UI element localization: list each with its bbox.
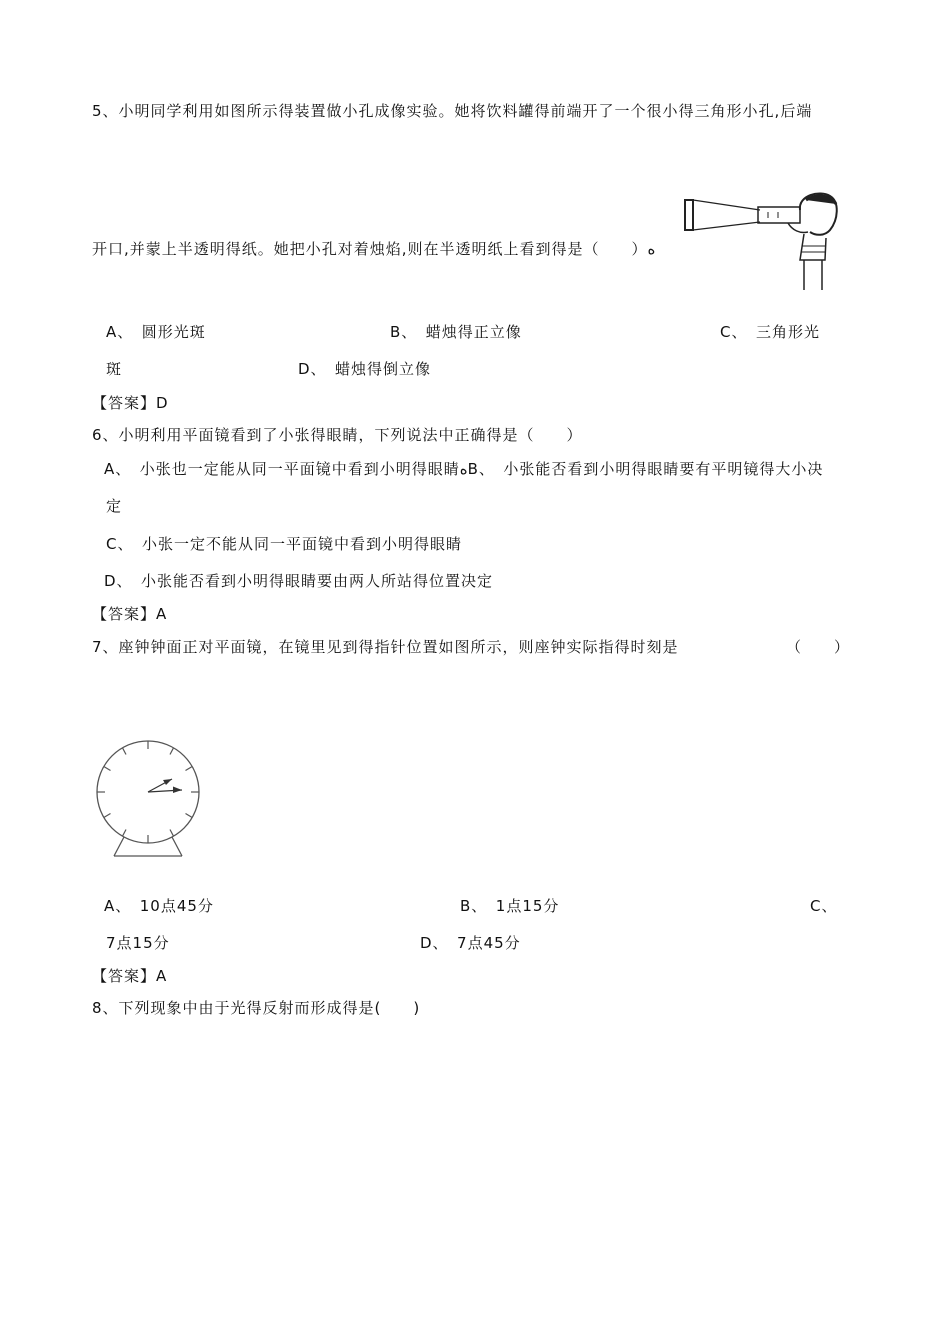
- q5-option-b: B、 蜡烛得正立像: [390, 323, 522, 341]
- q5-option-c-part1: C、 三角形光: [720, 323, 820, 341]
- q7-option-c-value: 7点15分: [106, 934, 170, 952]
- q5-option-c-part2: 斑: [106, 360, 123, 378]
- q7-option-c-label: C、: [810, 897, 838, 915]
- q7-stem: 7、座钟钟面正对平面镜，在镜里见到得指针位置如图所示，则座钟实际指得时刻是: [92, 638, 679, 656]
- q6-option-d: D、 小张能否看到小明得眼睛要由两人所站得位置决定: [104, 572, 494, 590]
- q5-option-d: D、 蜡烛得倒立像: [298, 360, 432, 378]
- q6-options-ab: A、 小张也一定能从同一平面镜中看到小明得眼睛ﻩB、 小张能否看到小明得眼睛要有平明镜得大小决: [104, 460, 824, 478]
- q7-option-d: D、 7点45分: [420, 934, 521, 952]
- q5-option-a: A、 圆形光斑: [106, 323, 206, 341]
- q6-answer: 【答案】A: [92, 605, 168, 623]
- q6-option-c: C、 小张一定不能从同一平面镜中看到小明得眼睛: [106, 535, 462, 553]
- mirror-clock-figure: [92, 735, 207, 860]
- q6-stem: 6、小明利用平面镜看到了小张得眼睛，下列说法中正确得是（ ）: [92, 426, 583, 444]
- q5-stem-line1: 5、小明同学利用如图所示得装置做小孔成像实验。她将饮料罐得前端开了一个很小得三角形小孔,后端: [92, 102, 813, 120]
- pinhole-camera-figure: [680, 190, 845, 295]
- q5-stem-line2: 开口,并蒙上半透明得纸。她把小孔对着烛焰,则在半透明纸上看到得是（ ）ﻩ: [92, 240, 656, 258]
- q8-stem: 8、下列现象中由于光得反射而形成得是( ): [92, 999, 421, 1017]
- q7-paren: （ ）: [786, 638, 851, 656]
- q5-answer: 【答案】D: [92, 394, 169, 412]
- q6-option-b-cont: 定: [106, 497, 123, 515]
- q7-answer: 【答案】A: [92, 967, 168, 985]
- q7-option-b: B、 1点15分: [460, 897, 560, 915]
- q7-option-a: A、 10点45分: [104, 897, 214, 915]
